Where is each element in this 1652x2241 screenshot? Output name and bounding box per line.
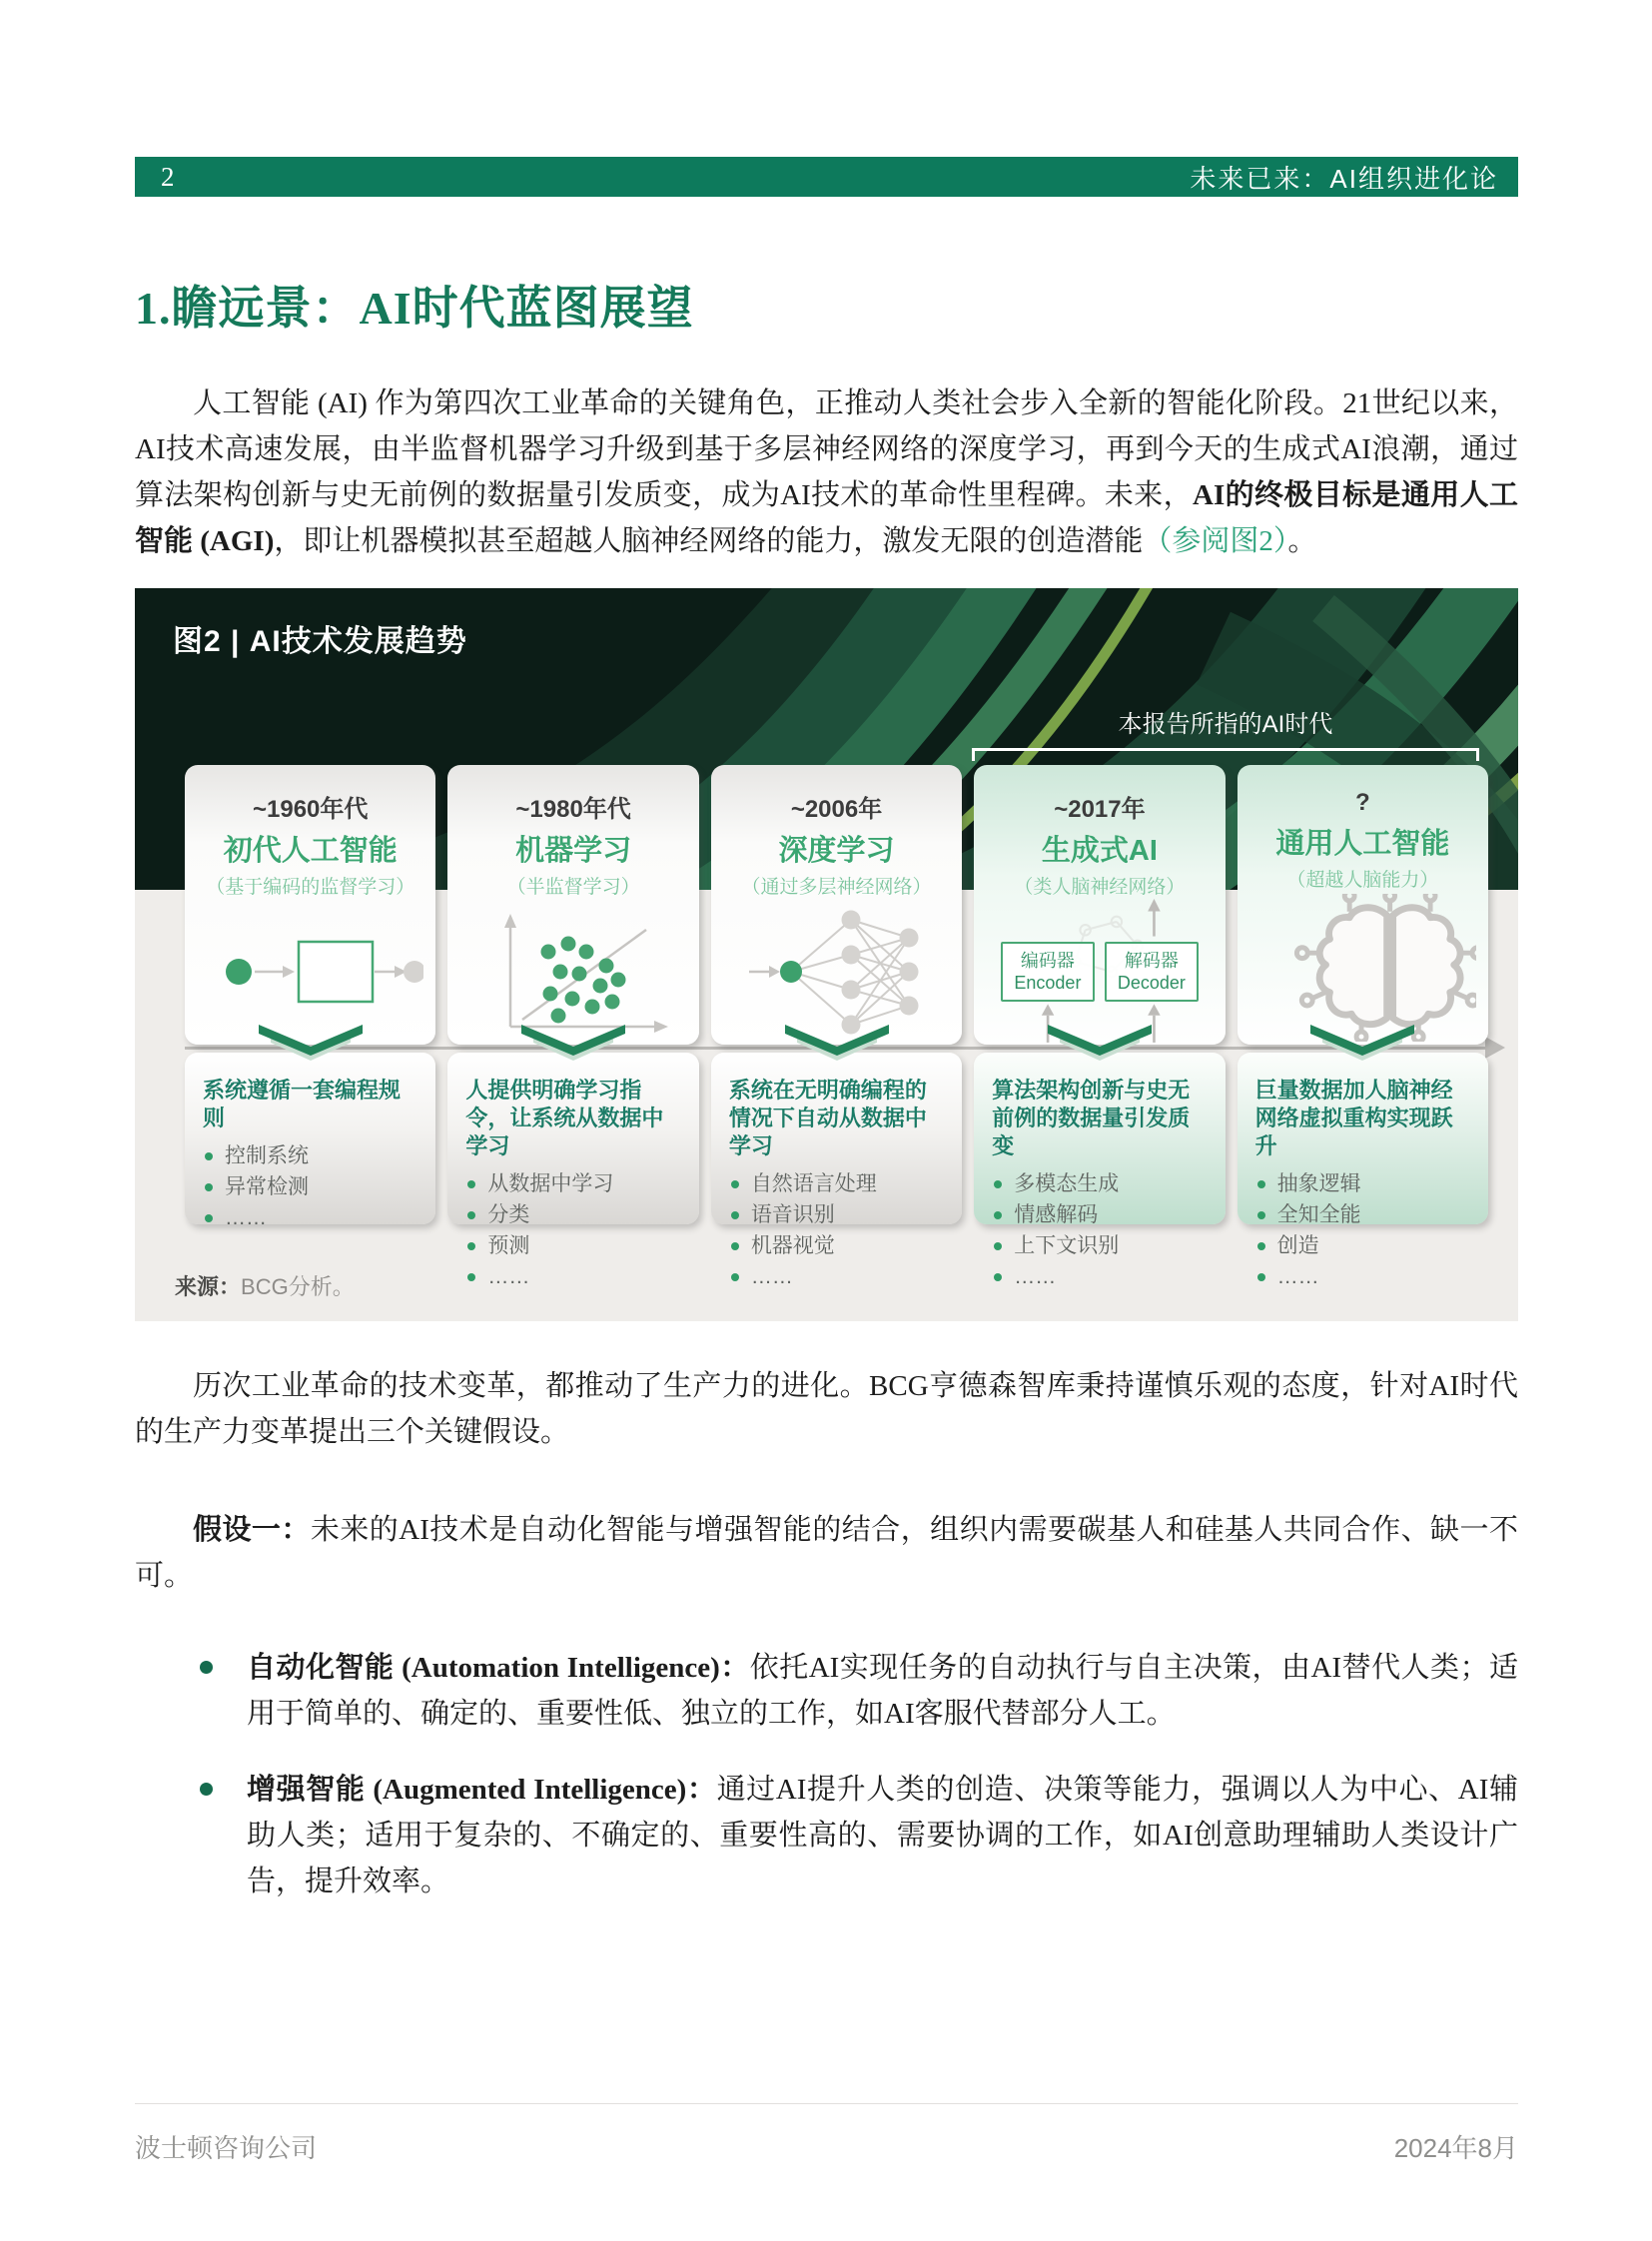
- era-description: 系统在无明确编程的情况下自动从数据中学习: [728, 1077, 927, 1158]
- era-title: 生成式AI: [1041, 834, 1158, 867]
- era-bullet-text: 异常检测: [225, 1174, 309, 1198]
- era-title: 深度学习: [778, 834, 895, 867]
- chevron-down-icon: [1300, 1021, 1424, 1065]
- era-year: ~2006年: [790, 795, 883, 823]
- list-item-augmented-intelligence: [135, 1767, 1518, 1904]
- body-paragraph-2: 历次工业革命的技术变革，都推动了生产力的进化。BCG亨德森智库秉持谨慎乐观的态度，针对AI时代的生产力变革提出三个关键假设。: [135, 1369, 1518, 1448]
- page-content: [135, 0, 1518, 1904]
- era-bullet-text: 控制系统: [225, 1143, 309, 1167]
- intelligence-list: [135, 1645, 1518, 1904]
- list-item-term: 自动化智能 (Automation Intelligence)：: [247, 1651, 750, 1684]
- era-bullet: [465, 1199, 682, 1230]
- era-bullet-text: 创造: [1276, 1233, 1319, 1257]
- era-bullet-text: 从数据中学习: [487, 1171, 614, 1195]
- era-column-early-ai: [185, 765, 435, 1229]
- era-bullet-text: 全知全能: [1276, 1202, 1361, 1226]
- era-description: 人提供明确学习指令，让系统从数据中学习: [465, 1077, 664, 1158]
- era-bullet-list: [1255, 1168, 1472, 1292]
- era-bullet-text: ……: [750, 1264, 793, 1288]
- era-year: ~2017年: [1054, 795, 1146, 823]
- era-bullet-list: [729, 1168, 946, 1292]
- intro-text-bold: AI的终极目标是通用人工智能 (AGI): [135, 478, 1518, 557]
- bullet-dot-icon: [467, 1180, 475, 1188]
- source-label: 来源：: [175, 1273, 242, 1299]
- era-card-top: [711, 765, 962, 1045]
- era-subtitle: （超越人脑能力）: [1286, 869, 1439, 891]
- era-year: ?: [1354, 788, 1370, 816]
- era-bullet-text: 多模态生成: [1014, 1171, 1120, 1195]
- era-bullet-text: ……: [225, 1205, 267, 1229]
- bullet-dot-icon: [1257, 1211, 1265, 1219]
- era-bullet: [465, 1261, 682, 1292]
- era-bullet-text: ……: [1014, 1264, 1057, 1288]
- era-card-bottom: [447, 1053, 698, 1288]
- list-item-automation-intelligence: [135, 1645, 1518, 1737]
- era-bullet-text: 抽象逻辑: [1276, 1171, 1361, 1195]
- era-card-top: [185, 765, 435, 1045]
- list-item-text: 依托AI实现任务的自动执行与自主决策，由AI替代人类；适用于简单的、确定的、重要性低、独立的工作，如AI客服代替部分人工。: [247, 1651, 1519, 1730]
- bullet-dot-icon: [731, 1180, 739, 1188]
- source-text: BCG分析。: [241, 1273, 355, 1299]
- encoder-label-en: Encoder: [1014, 972, 1082, 993]
- bullet-dot-icon: [1257, 1242, 1265, 1250]
- era-subtitle: （半监督学习）: [506, 876, 640, 898]
- era-bullet-text: ……: [487, 1264, 530, 1288]
- page-footer: [135, 2103, 1518, 2165]
- era-bullet: [729, 1199, 946, 1230]
- era-description: 巨量数据加人脑神经网络虚拟重构实现跃升: [1254, 1077, 1453, 1158]
- section-heading: 1.瞻远景：AI时代蓝图展望: [135, 283, 694, 334]
- era-bullet: [203, 1140, 419, 1171]
- encoder-decoder-boxes: [1001, 942, 1199, 1002]
- era-subtitle: （基于编码的监督学习）: [206, 876, 415, 898]
- era-bracket: [972, 748, 1479, 761]
- era-bullet: [203, 1202, 419, 1233]
- chevron-down-icon: [511, 1021, 635, 1065]
- bullet-dot-icon: [1257, 1273, 1265, 1281]
- page-header-bar: [135, 157, 1518, 197]
- document-title: 未来已来：AI组织进化论: [1190, 163, 1498, 194]
- chevron-down-icon: [249, 1021, 373, 1065]
- figure-title: 图2 | AI技术发展趋势: [173, 624, 467, 658]
- era-bullet-text: 分类: [487, 1202, 530, 1226]
- era-column-machine-learning: [447, 765, 698, 1288]
- bullet-dot-icon: [994, 1273, 1002, 1281]
- intro-text-3: 。: [1287, 524, 1317, 557]
- era-card-bottom: [1238, 1053, 1488, 1288]
- era-year: ~1960年代: [253, 795, 369, 823]
- footer-date: 2024年8月: [1393, 2133, 1518, 2163]
- list-item-term: 增强智能 (Augmented Intelligence)：: [247, 1773, 717, 1806]
- era-bullet: [992, 1199, 1209, 1230]
- era-description: 算法架构创新与史无前例的数据量引发质变: [992, 1077, 1191, 1158]
- figure-2: [135, 588, 1518, 1321]
- era-bullet: [1255, 1230, 1472, 1261]
- era-card-bottom: [711, 1053, 962, 1288]
- era-bullet: [992, 1168, 1209, 1199]
- era-bullet: [992, 1261, 1209, 1292]
- intro-text-1: 人工智能 (AI) 作为第四次工业革命的关键角色，正推动人类社会步入全新的智能化阶段。21世纪以来，AI技术高速发展，由半监督机器学习升级到基于多层神经网络的深度学习，再到今天的生成式AI浪潮，通过算法架构创新与史无前例的数据量引发质变，成为AI技术的革命性里程碑。未来，: [135, 386, 1518, 511]
- era-bullet: [203, 1171, 419, 1202]
- bullet-dot-icon: [994, 1180, 1002, 1188]
- footer-company: 波士顿咨询公司: [135, 2133, 318, 2163]
- era-bullet-text: 语音识别: [750, 1202, 835, 1226]
- era-bullet-text: 预测: [487, 1233, 530, 1257]
- era-description: 系统遵循一套编程规则: [203, 1077, 402, 1130]
- bullet-dot-icon: [467, 1211, 475, 1219]
- era-card-bottom: [974, 1053, 1225, 1288]
- era-column-deep-learning: [711, 765, 962, 1288]
- bullet-dot-icon: [205, 1152, 213, 1160]
- bullet-dot-icon: [205, 1183, 213, 1191]
- decoder-label: 解码器: [1124, 950, 1179, 971]
- era-year: ~1980年代: [515, 795, 631, 823]
- era-bullet-text: 自然语言处理: [750, 1171, 877, 1195]
- bullet-dot-icon: [994, 1211, 1002, 1219]
- era-bullet: [465, 1168, 682, 1199]
- intro-paragraph: [135, 380, 1518, 564]
- era-bullet: [729, 1168, 946, 1199]
- encoder-label: 编码器: [1020, 950, 1075, 971]
- hypothesis-label: 假设一：: [193, 1513, 311, 1546]
- decoder-box: [1105, 942, 1199, 1002]
- era-label: 本报告所指的AI时代: [1118, 710, 1333, 738]
- era-bullet: [1255, 1199, 1472, 1230]
- page-number: 2: [161, 161, 175, 192]
- chevron-down-icon: [775, 1021, 899, 1065]
- era-bullet-text: 机器视觉: [750, 1233, 835, 1257]
- bullet-dot-icon: [731, 1211, 739, 1219]
- era-bullet-list: [465, 1168, 682, 1292]
- bullet-dot-icon: [200, 1661, 213, 1674]
- encoder-box: [1001, 942, 1095, 1002]
- era-card-top: [447, 765, 698, 1045]
- intro-text-2: ，即让机器模拟甚至超越人脑神经网络的能力，激发无限的创造潜能: [274, 524, 1144, 557]
- era-title: 机器学习: [515, 834, 632, 867]
- bullet-dot-icon: [731, 1242, 739, 1250]
- bullet-dot-icon: [731, 1273, 739, 1281]
- bullet-dot-icon: [467, 1242, 475, 1250]
- era-bullet-text: ……: [1276, 1264, 1319, 1288]
- bullet-dot-icon: [200, 1783, 213, 1796]
- era-title: 通用人工智能: [1275, 827, 1450, 860]
- era-bullet: [729, 1261, 946, 1292]
- chevron-down-icon: [1038, 1021, 1162, 1065]
- era-subtitle: （类人脑神经网络）: [1014, 876, 1186, 898]
- era-bullet: [1255, 1261, 1472, 1292]
- era-bullet-list: [203, 1140, 419, 1233]
- figure-source: [175, 1270, 355, 1301]
- era-column-agi: [1238, 765, 1488, 1288]
- era-card-top: [974, 765, 1225, 1045]
- era-card-top: [1238, 765, 1488, 1045]
- figure-2-reference-link[interactable]: （参阅图2）: [1143, 524, 1288, 557]
- era-bullet-list: [992, 1168, 1209, 1292]
- era-subtitle: （通过多层神经网络）: [741, 876, 932, 898]
- era-bullet: [1255, 1168, 1472, 1199]
- era-bullet-text: 情感解码: [1014, 1202, 1099, 1226]
- era-bullet: [729, 1230, 946, 1261]
- list-item-text: 通过AI提升人类的创造、决策等能力，强调以人为中心、AI辅助人类；适用于复杂的、不确定的、重要性高的、需要协调的工作，如AI创意助理辅助人类设计广告，提升效率。: [247, 1773, 1519, 1897]
- bullet-dot-icon: [1257, 1180, 1265, 1188]
- era-bullet: [465, 1230, 682, 1261]
- decoder-label-en: Decoder: [1117, 972, 1186, 993]
- era-bullet-text: 上下文识别: [1014, 1233, 1120, 1257]
- hypothesis-paragraph: [135, 1507, 1518, 1599]
- era-title: 初代人工智能: [223, 834, 398, 867]
- era-column-generative-ai: [974, 765, 1225, 1288]
- era-bullet: [992, 1230, 1209, 1261]
- era-card-bottom: [185, 1053, 435, 1229]
- bullet-dot-icon: [205, 1214, 213, 1222]
- hypothesis-text: 未来的AI技术是自动化智能与增强智能的结合，组织内需要碳基人和硅基人共同合作、缺一不可。: [135, 1513, 1518, 1592]
- bullet-dot-icon: [467, 1273, 475, 1281]
- bullet-dot-icon: [994, 1242, 1002, 1250]
